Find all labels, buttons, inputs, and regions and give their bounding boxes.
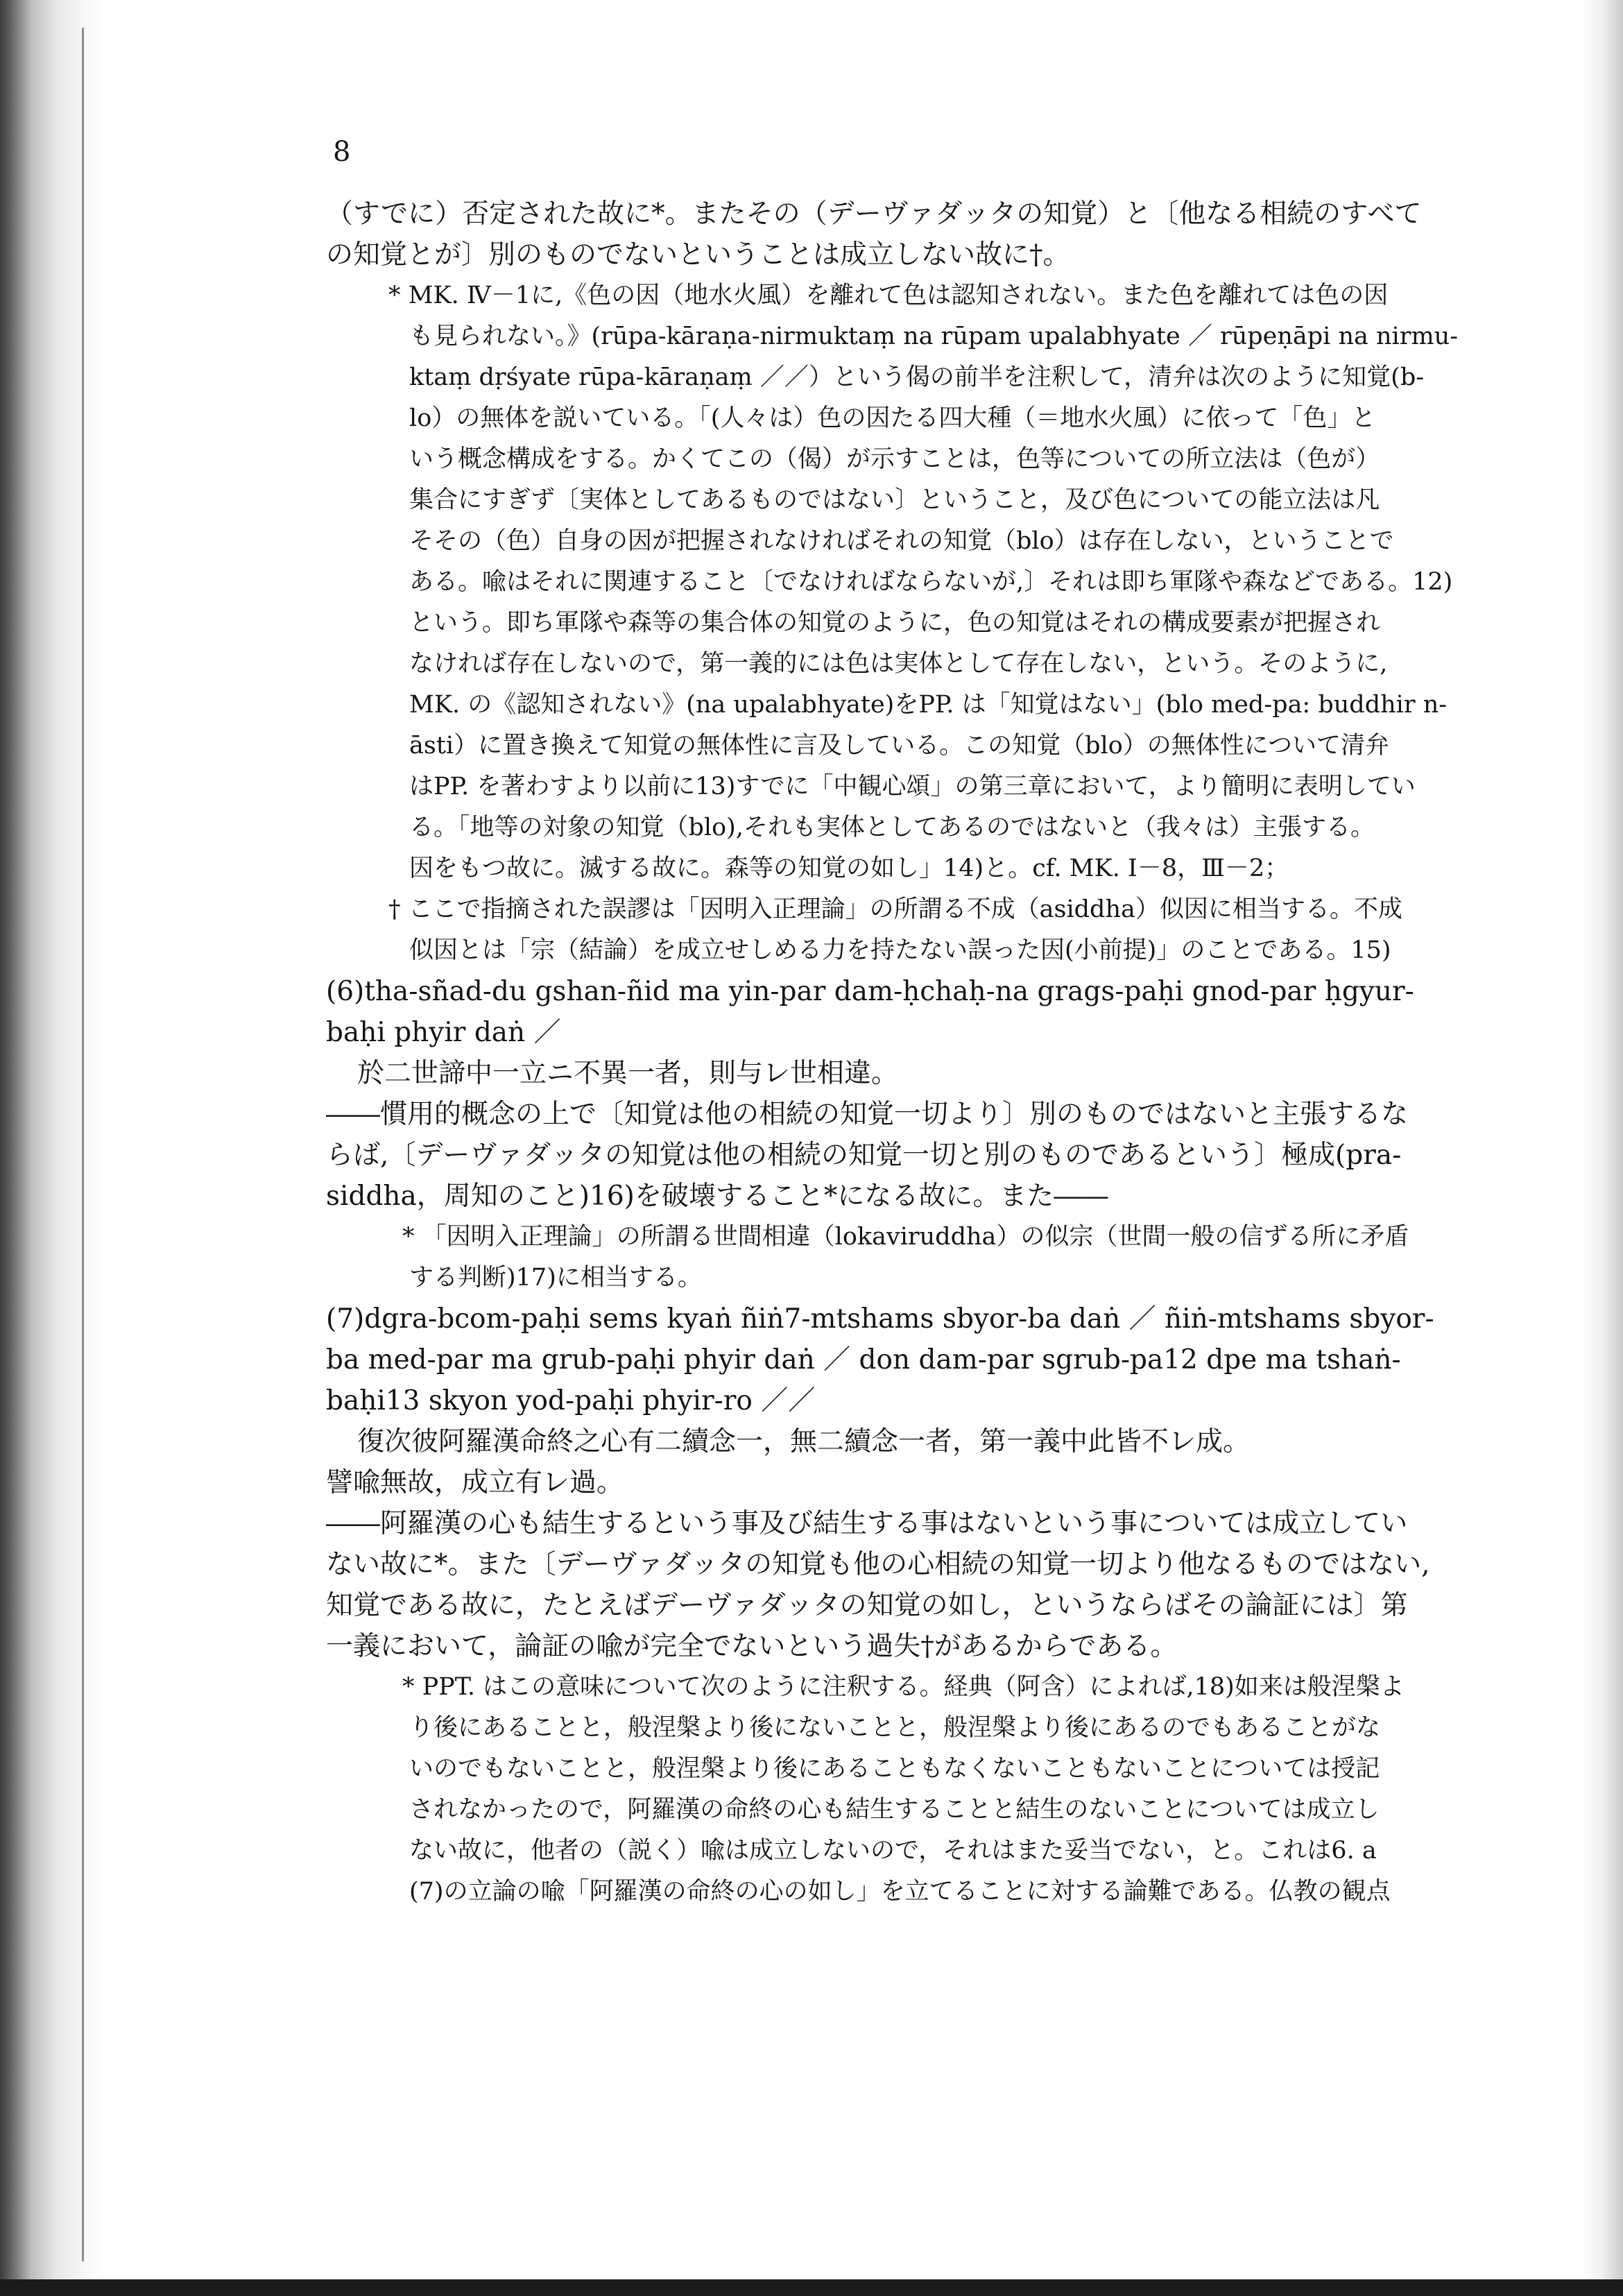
text-line: * PPT. はこの意味について次のように注釈する。経典（阿含）によれば,18)如来は般涅槃よ bbox=[402, 1673, 1405, 1701]
text-line: る。「地等の対象の知覚（blo),それも実体としてあるのではないと（我々は）主張する。 bbox=[409, 814, 1375, 841]
text-line: * MK. Ⅳ－1に,《色の因（地水火風）を離れて色は認知されない。また色を離れては色の因 bbox=[388, 282, 1389, 309]
text-line: も見られない。》(rūpa-kāraṇa-nirmuktaṃ na rūpam upalabhyate ／ rūpeṇāpi na nirmu- bbox=[409, 323, 1459, 350]
book-spine-shadow bbox=[0, 0, 104, 2296]
text-line: はPP. を著わすより以前に13)すでに「中観心頌」の第三章において，より簡明に表明してい bbox=[409, 773, 1416, 800]
text-block bbox=[326, 194, 1491, 1912]
text-line: ba med-par ma grub-paḥi phyir daṅ ／ don dam-par sgrub-pa12 dpe ma tshaṅ- bbox=[326, 1344, 1401, 1376]
text-line: する判断)17)に相当する。 bbox=[409, 1264, 702, 1292]
right-edge-shadow bbox=[1581, 0, 1623, 2296]
text-line: 一義において，論証の喩が完全でないという過失†があるからである。 bbox=[326, 1631, 1178, 1662]
page-body bbox=[326, 135, 1491, 1912]
page-number: 8 bbox=[333, 136, 351, 168]
text-line: 因をもつ故に。滅する故に。森等の知覚の如し」14)と。cf. MK. Ⅰ－8，Ⅲ－2； bbox=[409, 855, 1289, 882]
text-line: いう概念構成をする。かくてこの（偈）が示すことは，色等についての所立法は（色が） bbox=[409, 445, 1380, 473]
text-line: の知覚とが〕別のものでないということは成立しない故に†。 bbox=[326, 239, 1070, 271]
text-line: siddha，周知のこと)16)を破壊すること*になる故に。また―― bbox=[326, 1181, 1108, 1212]
text-line: ――阿羅漢の心も結生するという事及び結生する事はないという事については成立してい bbox=[326, 1508, 1408, 1539]
text-line: 復次彼阿羅漢命終之心有二續念一，無二續念一者，第一義中此皆不レ成。 bbox=[357, 1426, 1251, 1457]
text-line: (6)tha-sñad-du gshan-ñid ma yin-par dam-ḥchaḥ-na grags-paḥi gnod-par ḥgyur- bbox=[326, 976, 1414, 1007]
text-line: lo）の無体を説いている。「(人々は）色の因たる四大種（＝地水火風）に依って「色」と bbox=[409, 404, 1376, 432]
text-line: いのでもないことと，般涅槃より後にあることもなくないこともないことについては授記 bbox=[409, 1755, 1380, 1783]
text-line: されなかったので，阿羅漢の命終の心も結生することと結生のないことについては成立し bbox=[409, 1796, 1380, 1824]
text-line: baḥi13 skyon yod-paḥi phyir-ro ／／ bbox=[326, 1385, 816, 1416]
text-line: (7)の立論の喩「阿羅漢の命終の心の如し」を立てることに対する論難である。仏教の観点 bbox=[409, 1878, 1391, 1905]
text-line: āsti）に置き換えて知覚の無体性に言及している。この知覚（blo）の無体性について清弁 bbox=[409, 732, 1390, 760]
text-line: † ここで指摘された誤謬は「因明入正理論」の所謂る不成（asiddha）似因に相当する。不成 bbox=[388, 896, 1402, 923]
text-line: MK. の《認知されない》(na upalabhyate)をPP. は「知覚はない」(blo med-pa: buddhir n- bbox=[409, 691, 1448, 719]
text-line: 知覚である故に，たとえばデーヴァダッタの知覚の如し，というならばその論証には〕第 bbox=[326, 1590, 1408, 1621]
text-line: 集合にすぎず〔実体としてあるものではない〕ということ，及び色についての能立法は凡 bbox=[409, 486, 1380, 514]
text-line: ――慣用的概念の上で〔知覚は他の相続の知覚一切より〕別のものではないと主張するな bbox=[326, 1099, 1409, 1130]
text-line: り後にあることと，般涅槃より後にないことと，般涅槃より後にあるのでもあることがな bbox=[409, 1714, 1381, 1742]
text-line: (7)dgra-bcom-paḥi sems kyaṅ ñiṅ7-mtshams sbyor-ba daṅ ／ ñiṅ-mtshams sbyor- bbox=[326, 1303, 1434, 1335]
text-line: らば,〔デーヴァダッタの知覚は他の相続の知覚一切と別のものであるという〕極成(pra- bbox=[326, 1140, 1402, 1171]
text-line: 似因とは「宗（結論）を成立せしめる力を持たない誤った因(小前提)」のことである。15) bbox=[409, 936, 1391, 964]
spine-edge-line bbox=[82, 28, 84, 2261]
text-line: ktaṃ dṛśyate rūpa-kāraṇaṃ ／／）という偈の前半を注釈して，清弁は次のように知覚(b- bbox=[409, 363, 1425, 391]
bottom-edge-bar bbox=[0, 2279, 1623, 2296]
text-line: なければ存在しないので，第一義的には色は実体として存在しない，という。そのように, bbox=[409, 650, 1388, 678]
text-line: そその（色）自身の因が把握されなければそれの知覚（blo）は存在しない，ということで bbox=[409, 527, 1394, 555]
text-line: 譬喩無故，成立有レ過。 bbox=[326, 1467, 624, 1498]
text-line: ない故に*。また〔デーヴァダッタの知覚も他の心相続の知覚一切より他なるものではない, bbox=[326, 1549, 1430, 1580]
text-line: baḥi phyir daṅ ／ bbox=[326, 1017, 561, 1048]
text-line: ある。喩はそれに関連すること〔でなければならないが,〕それは即ち軍隊や森などである。12) bbox=[409, 568, 1453, 596]
text-line: 於二世諦中一立ニ不異一者，則与レ世相違。 bbox=[357, 1058, 899, 1089]
text-line: ない故に，他者の（説く）喩は成立しないので，それはまた妥当でない，と。これは6. a bbox=[409, 1837, 1377, 1865]
text-line: という。即ち軍隊や森等の集合体の知覚のように，色の知覚はそれの構成要素が把握され bbox=[409, 609, 1381, 637]
text-line: （すでに）否定された故に*。またその（デーヴァダッタの知覚）と〔他なる相続のすべて bbox=[326, 198, 1422, 230]
text-line: * 「因明入正理論」の所謂る世間相違（lokaviruddha）の似宗（世間一般の信ずる所に矛盾 bbox=[402, 1223, 1409, 1251]
